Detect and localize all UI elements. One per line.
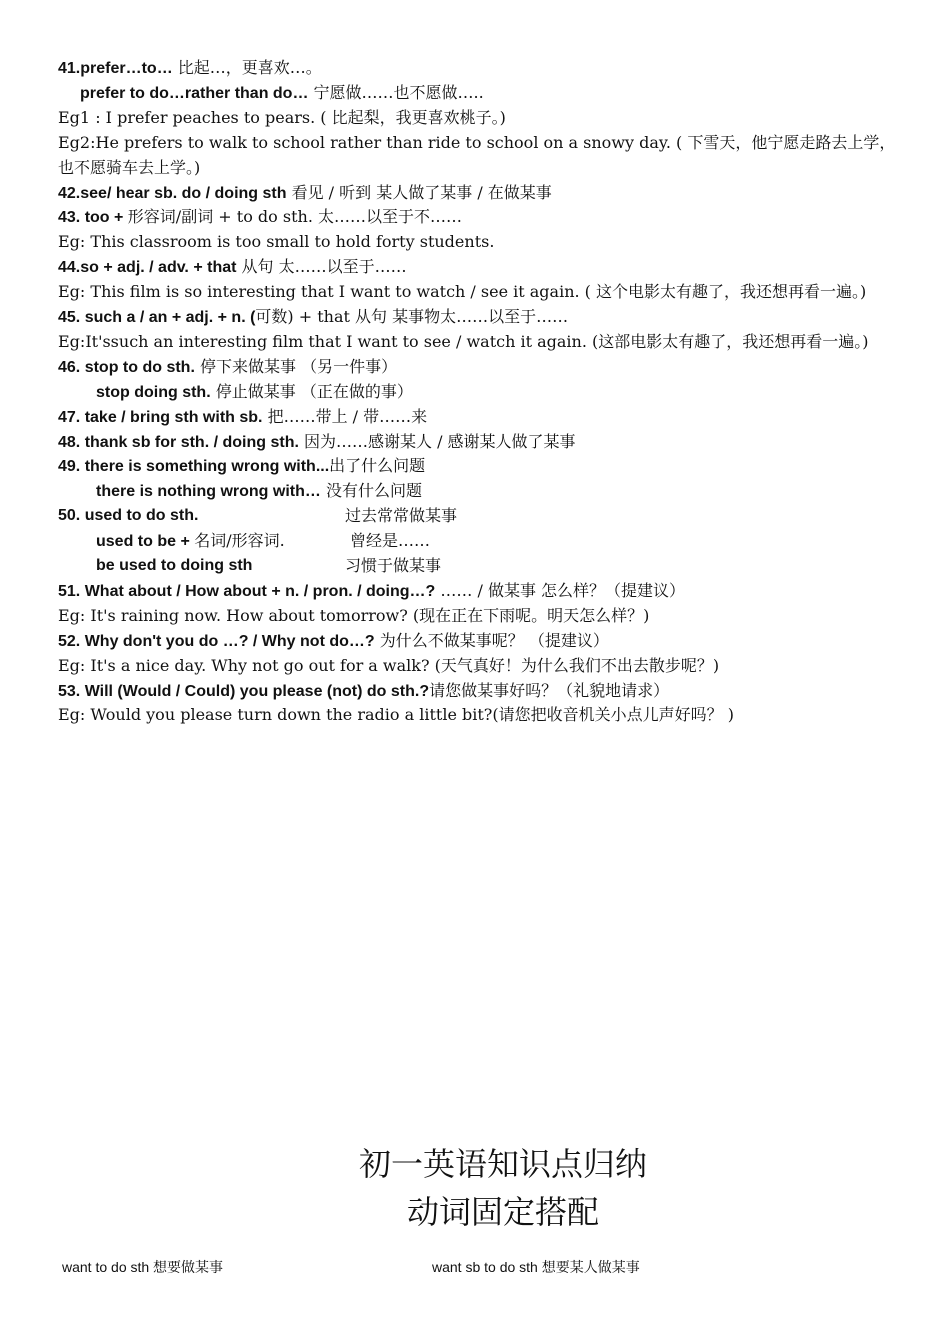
note-line (58, 307, 568, 328)
phrase-meaning: Eg1 : I prefer peaches to pears. ( 比起梨，我更喜欢桃子。) (58, 107, 506, 127)
phrase-meaning: 宁愿做……也不愿做….. (308, 82, 484, 102)
phrase-keyword: 44.so + adj. / adv. + that (58, 259, 237, 277)
note-line (96, 556, 442, 576)
note-line (58, 58, 322, 79)
phrase-meaning: 也不愿骑车去上学。) (58, 157, 201, 177)
phrase-keyword: used to be + (96, 533, 195, 551)
note-line (58, 133, 895, 154)
phrase-meaning: 看见 / 听到 某人做了某事 / 在做某事 (286, 182, 552, 202)
phrase-meaning: Eg: It's a nice day. Why not go out for a walk? (天气真好！为什么我们不出去散步呢？) (58, 655, 720, 675)
section-subtitle: 动词固定搭配 (406, 1193, 599, 1231)
phrase-keyword: 51. What about / How about + n. / pron. / doing…? (58, 582, 436, 600)
phrase-keyword: there is nothing wrong with… (96, 483, 321, 501)
footer-left-phrase: want to do sth 想要做某事 (62, 1259, 224, 1275)
phrase-meaning: 形容词/副词 + to do sth. 太……以至于不…… (127, 207, 462, 227)
phrase-meaning: …… / 做某事 怎么样？（提建议） (435, 580, 686, 600)
note-line (58, 282, 866, 303)
phrase-meaning-extra: 曾经是…… (350, 531, 431, 551)
note-line (58, 681, 669, 702)
note-line (58, 705, 734, 726)
phrase-keyword: 46. stop to do sth. (58, 358, 195, 376)
note-line (58, 357, 397, 378)
note-line (58, 581, 685, 602)
note-line (58, 158, 200, 179)
phrase-meaning: 停下来做某事 （另一件事） (194, 356, 398, 376)
section-title: 初一英语知识点归纳 (358, 1145, 647, 1183)
phrase-meaning: Eg: This classroom is too small to hold forty students. (58, 232, 495, 252)
phrase-meaning: 停止做某事 （正在做的事） (210, 381, 413, 401)
note-line (58, 183, 552, 204)
note-line (58, 656, 719, 677)
phrase-meaning: 过去常常做某事 (345, 506, 458, 526)
phrase-meaning: Eg: It's raining now. How about tomorrow? (现在正在下雨呢。明天怎么样？) (58, 605, 650, 625)
phrase-meaning: 从句 太……以至于…… (236, 257, 407, 277)
phrase-meaning: 请您做某事好吗？（礼貌地请求） (429, 680, 670, 700)
note-line (58, 407, 427, 428)
note-line (96, 382, 413, 403)
phrase-keyword: 45. such a / an + adj. + n. ( (58, 309, 256, 326)
phrase-keyword: be used to doing sth (96, 557, 253, 574)
phrase-meaning: 可数) + that 从句 某事物太……以至于…… (255, 307, 569, 326)
phrase-keyword: 48. thank sb for sth. / doing sth. (58, 433, 299, 451)
note-line (58, 232, 494, 253)
phrase-keyword: 53. Will (Would / Could) you please (not) do sth.? (58, 682, 430, 700)
phrase-meaning: 为什么不做某事呢？ （提建议） (374, 630, 609, 650)
note-line (58, 332, 869, 353)
phrase-keyword: 42.see/ hear sb. do / doing sth (58, 184, 287, 202)
note-line (58, 606, 649, 627)
phrase-keyword: 41.prefer…to… (58, 60, 173, 77)
phrase-meaning: Eg2:He prefers to walk to school rather than ride to school on a snowy day. ( 下雪天，他宁愿走路去上学， (58, 132, 896, 152)
note-line (58, 432, 576, 453)
phrase-keyword: 52. Why don't you do …? / Why not do…? (58, 632, 375, 650)
phrase-keyword: prefer to do…rather than do… (80, 84, 309, 102)
phrase-meaning: 出了什么问题 (329, 456, 426, 476)
phrase-meaning: Eg: This film is so interesting that I want to watch / see it again. ( 这个电影太有趣了，我还想再看一遍。) (58, 282, 867, 302)
note-line (58, 257, 407, 278)
phrase-meaning: Eg:It'ssuch an interesting film that I want to see / watch it again. (这部电影太有趣了，我还想再看一遍。) (58, 331, 869, 351)
note-line (58, 631, 609, 652)
phrase-meaning: 没有什么问题 (320, 481, 422, 501)
phrase-meaning: 习惯于做某事 (345, 556, 442, 575)
phrase-meaning: 把……带上 / 带……来 (262, 406, 428, 426)
note-line (58, 108, 506, 129)
note-line (58, 207, 462, 228)
phrase-keyword: 49. there is something wrong with... (58, 458, 330, 476)
note-line (80, 83, 484, 104)
phrase-meaning: 比起…，更喜欢…。 (172, 58, 322, 77)
note-line (58, 506, 458, 526)
phrase-meaning: Eg: Would you please turn down the radio a little bit?(请您把收音机关小点儿声好吗？ ) (58, 705, 734, 725)
phrase-keyword: 43. too + (58, 209, 128, 227)
phrase-keyword: stop doing sth. (96, 383, 211, 401)
footer-right-phrase: want sb to do sth 想要某人做某事 (432, 1259, 640, 1275)
phrase-keyword: 47. take / bring sth with sb. (58, 408, 263, 426)
phrase-meaning: 名词/形容词. (194, 531, 285, 551)
note-line (96, 481, 422, 502)
phrase-keyword: 50. used to do sth. (58, 507, 199, 525)
note-line (58, 456, 425, 477)
note-line (96, 531, 431, 552)
phrase-meaning: 因为……感谢某人 / 感谢某人做了某事 (298, 431, 576, 451)
